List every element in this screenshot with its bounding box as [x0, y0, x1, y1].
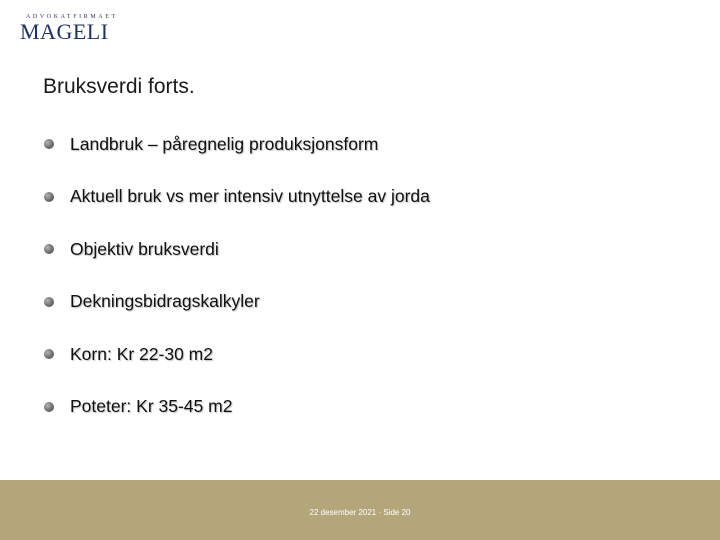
bullet-text: Landbruk – påregnelig produksjonsform [70, 133, 379, 154]
bullet-dot-icon [44, 244, 54, 254]
bullet-item [44, 125, 430, 163]
bullet-text: Korn: Kr 22-30 m2 [70, 343, 213, 364]
logo-name: MAGELI [20, 19, 109, 44]
bullet-item [44, 230, 430, 268]
bullet-item [44, 335, 430, 373]
bullet-dot-icon [44, 192, 54, 202]
logo-tagline: ADVOKATFIRMAET [26, 14, 118, 20]
bullet-list [44, 125, 430, 441]
bullet-text: Poteter: Kr 35-45 m2 [70, 396, 233, 417]
bullet-item [44, 388, 430, 426]
bullet-dot-icon [44, 297, 54, 307]
bullet-dot-icon [44, 139, 54, 149]
bullet-text: Dekningsbidragskalkyler [70, 291, 260, 312]
footer-date-page: 22 desember 2021 · Side 20 [309, 508, 411, 517]
footer-band [0, 480, 720, 540]
company-logo [20, 14, 118, 45]
bullet-item [44, 283, 430, 321]
bullet-text: Objektiv bruksverdi [70, 238, 219, 259]
bullet-dot-icon [44, 402, 54, 412]
slide-title: Bruksverdi forts. [43, 75, 195, 98]
bullet-item [44, 178, 430, 216]
bullet-dot-icon [44, 349, 54, 359]
bullet-text: Aktuell bruk vs mer intensiv utnyttelse av jorda [70, 186, 430, 207]
